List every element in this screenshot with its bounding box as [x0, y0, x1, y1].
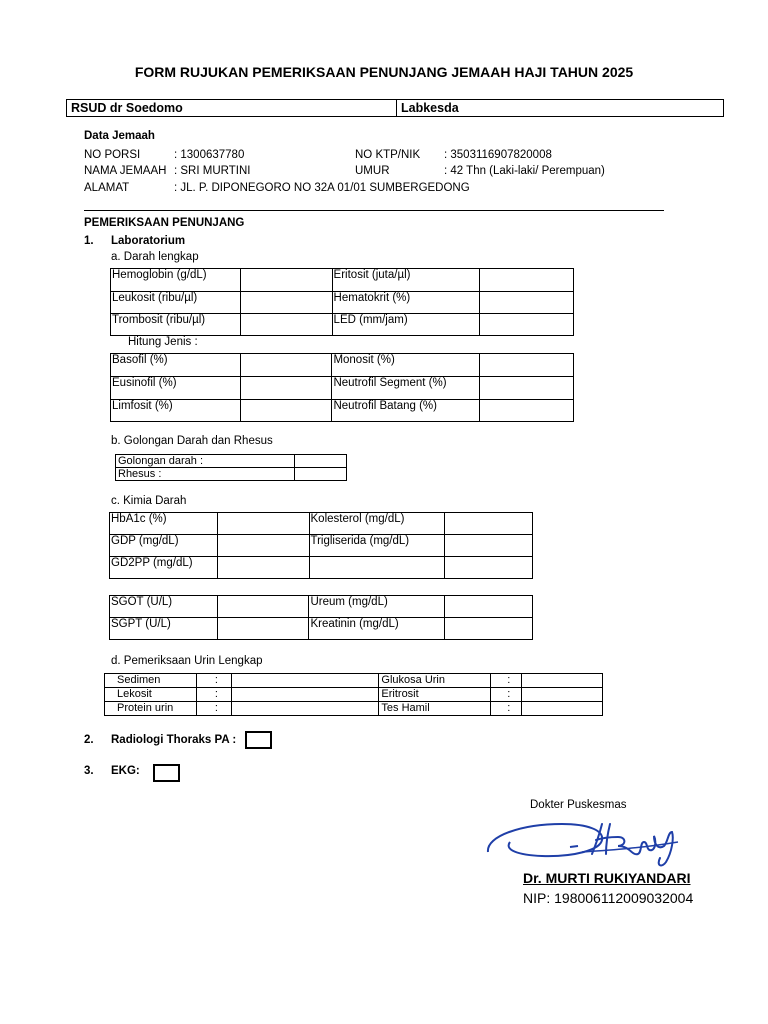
lab-heading: Laboratorium — [111, 235, 186, 247]
urin-param: Eritrosit — [379, 688, 491, 702]
doctor-name: Dr. MURTI RUKIYANDARI — [523, 870, 691, 886]
result-cell[interactable] — [522, 674, 603, 688]
table-row — [110, 596, 533, 618]
table-row — [111, 269, 574, 292]
result-cell[interactable] — [231, 702, 379, 716]
nama-value: : SRI MURTINI — [174, 165, 251, 177]
table-row — [111, 314, 574, 336]
result-cell[interactable] — [240, 292, 332, 314]
lab-number: 1. — [84, 235, 94, 247]
result-cell[interactable] — [480, 377, 574, 400]
colon: : — [196, 702, 231, 716]
table-row — [111, 400, 574, 422]
kimia-param: Trigliserida (mg/dL) — [309, 535, 445, 557]
kimia-param: Ureum (mg/dL) — [309, 596, 445, 618]
result-cell[interactable] — [231, 674, 379, 688]
result-cell[interactable] — [240, 377, 332, 400]
kimia-param: GD2PP (mg/dL) — [110, 557, 218, 579]
result-cell[interactable] — [217, 557, 309, 579]
pemeriksaan-heading: PEMERIKSAAN PENUNJANG — [84, 217, 245, 229]
colon: : — [491, 688, 522, 702]
urin-heading: d. Pemeriksaan Urin Lengkap — [111, 655, 263, 667]
result-cell[interactable] — [240, 269, 332, 292]
signature-handwriting — [482, 812, 692, 872]
nama-label: NAMA JEMAAH — [84, 165, 167, 177]
kimia-table-1 — [109, 512, 533, 579]
header-hospital: RSUD dr Soedomo — [67, 100, 397, 116]
result-cell[interactable] — [445, 596, 533, 618]
section-divider — [84, 210, 664, 211]
result-cell[interactable] — [445, 618, 533, 640]
signature-role: Dokter Puskesmas — [530, 799, 627, 811]
kimia-param: GDP (mg/dL) — [110, 535, 218, 557]
urin-table — [104, 673, 603, 716]
colon: : — [196, 674, 231, 688]
result-cell[interactable] — [445, 513, 533, 535]
urin-param: Sedimen — [105, 674, 197, 688]
ekg-checkbox[interactable] — [153, 764, 180, 782]
darah-param: Leukosit (ribu/µl) — [111, 292, 241, 314]
result-cell[interactable] — [217, 513, 309, 535]
alamat-value: : JL. P. DIPONEGORO NO 32A 01/01 SUMBERGEDONG — [174, 182, 470, 194]
ekg-label: EKG: — [111, 765, 140, 777]
darah-param: Trombosit (ribu/µl) — [111, 314, 241, 336]
darah-param: LED (mm/jam) — [332, 314, 480, 336]
radiologi-label: Radiologi Thoraks PA : — [111, 734, 237, 746]
result-cell[interactable] — [295, 455, 347, 468]
kimia-param: HbA1c (%) — [110, 513, 218, 535]
hitung-param: Limfosit (%) — [111, 400, 241, 422]
urin-param: Lekosit — [105, 688, 197, 702]
golongan-heading: b. Golongan Darah dan Rhesus — [111, 435, 273, 447]
header-lab: Labkesda — [401, 101, 459, 115]
result-cell[interactable] — [240, 400, 332, 422]
table-row — [110, 513, 533, 535]
table-row — [111, 377, 574, 400]
result-cell[interactable] — [445, 557, 533, 579]
no-porsi-label: NO PORSI — [84, 149, 141, 161]
result-cell[interactable] — [522, 702, 603, 716]
kimia-heading: c. Kimia Darah — [111, 495, 187, 507]
urin-param: Protein urin — [105, 702, 197, 716]
result-cell[interactable] — [480, 400, 574, 422]
result-cell[interactable] — [445, 535, 533, 557]
table-row — [110, 557, 533, 579]
colon: : — [491, 674, 522, 688]
golongan-darah-label: Golongan darah : — [116, 455, 295, 468]
table-row — [105, 702, 603, 716]
table-row — [116, 455, 347, 468]
result-cell[interactable] — [480, 314, 574, 336]
colon: : — [196, 688, 231, 702]
table-row — [116, 468, 347, 481]
kimia-table-2 — [109, 595, 533, 640]
table-row — [110, 535, 533, 557]
darah-param: Hematokrit (%) — [332, 292, 480, 314]
result-cell[interactable] — [240, 314, 332, 336]
no-porsi-value: : 1300637780 — [174, 149, 245, 161]
form-title: FORM RUJUKAN PEMERIKSAAN PENUNJANG JEMAAH HAJI TAHUN 2025 — [134, 64, 634, 80]
result-cell[interactable] — [522, 688, 603, 702]
header-table — [66, 99, 724, 117]
hitung-param: Basofil (%) — [111, 354, 241, 377]
hitung-jenis-heading: Hitung Jenis : — [128, 336, 198, 348]
colon: : — [491, 702, 522, 716]
urin-param: Tes Hamil — [379, 702, 491, 716]
darah-param: Hemoglobin (g/dL) — [111, 269, 241, 292]
darah-lengkap-table — [110, 268, 574, 336]
kimia-param: SGPT (U/L) — [110, 618, 218, 640]
result-cell[interactable] — [480, 269, 574, 292]
kimia-param: Kreatinin (mg/dL) — [309, 618, 445, 640]
result-cell[interactable] — [480, 292, 574, 314]
radiologi-number: 2. — [84, 734, 94, 746]
alamat-label: ALAMAT — [84, 182, 130, 194]
kimia-param: Kolesterol (mg/dL) — [309, 513, 445, 535]
table-row — [110, 618, 533, 640]
result-cell[interactable] — [295, 468, 347, 481]
umur-label: UMUR — [355, 165, 390, 177]
no-ktp-label: NO KTP/NIK — [355, 149, 421, 161]
urin-param: Glukosa Urin — [379, 674, 491, 688]
umur-value: : 42 Thn (Laki-laki/ Perempuan) — [444, 165, 605, 177]
result-cell[interactable] — [217, 596, 309, 618]
no-ktp-value: : 3503116907820008 — [444, 149, 552, 161]
result-cell[interactable] — [240, 354, 332, 377]
darah-param: Eritosit (juta/µl) — [332, 269, 480, 292]
radiologi-checkbox[interactable] — [245, 731, 272, 749]
hitung-jenis-table — [110, 353, 574, 422]
golongan-table — [115, 454, 347, 481]
table-row — [111, 292, 574, 314]
data-jemaah-heading: Data Jemaah — [84, 130, 155, 142]
hitung-param: Eusinofil (%) — [111, 377, 241, 400]
hitung-param: Neutrofil Segment (%) — [332, 377, 480, 400]
kimia-param: SGOT (U/L) — [110, 596, 218, 618]
darah-lengkap-heading: a. Darah lengkap — [111, 251, 199, 263]
table-row — [105, 674, 603, 688]
result-cell[interactable] — [217, 535, 309, 557]
hitung-param: Monosit (%) — [332, 354, 480, 377]
table-row — [111, 354, 574, 377]
rhesus-label: Rhesus : — [116, 468, 295, 481]
ekg-number: 3. — [84, 765, 94, 777]
result-cell[interactable] — [480, 354, 574, 377]
kimia-param — [309, 557, 445, 579]
hitung-param: Neutrofil Batang (%) — [332, 400, 480, 422]
table-row — [105, 688, 603, 702]
doctor-nip: NIP: 198006112009032004 — [523, 890, 694, 906]
result-cell[interactable] — [217, 618, 309, 640]
result-cell[interactable] — [231, 688, 379, 702]
